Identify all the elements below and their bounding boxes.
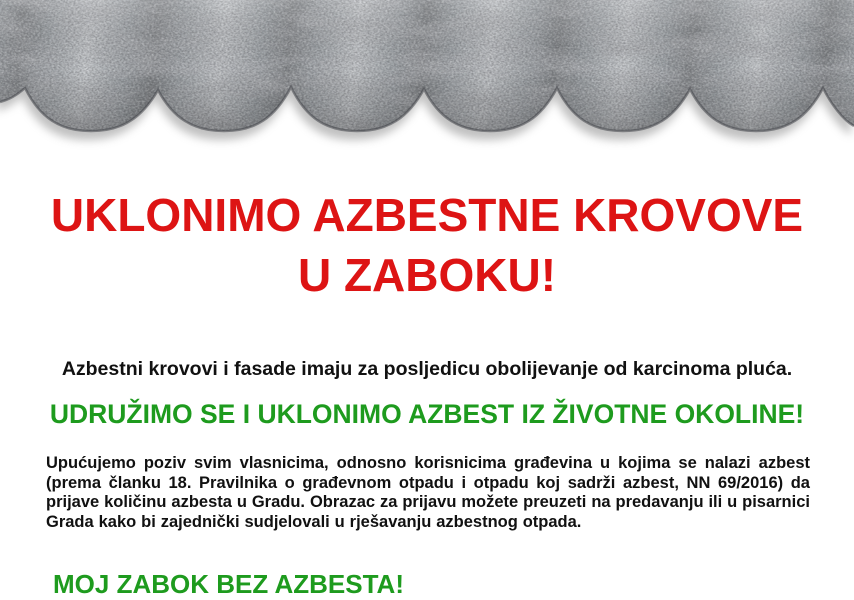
main-heading-line2: U ZABOKU! <box>297 249 557 301</box>
paragraph-line-1: Upućujemo poziv svim vlasnicima, odnosno korisnicima građevina u kojima se nalazi azbest <box>46 454 810 472</box>
main-heading-line1: UKLONIMO AZBESTNE KROVOVE <box>50 189 804 241</box>
paragraph-line-4: Grada kako bi zajednički sudjelovali u rješavanju azbestnog otpada. <box>46 512 582 531</box>
asbestos-sheet-graphic <box>0 0 854 150</box>
slogan: MOJ ZABOK BEZ AZBESTA! <box>53 569 404 599</box>
body-paragraph <box>46 454 810 532</box>
call-to-action: UDRUŽIMO SE I UKLONIMO AZBEST IZ ŽIVOTNE OKOLINE! <box>49 399 805 429</box>
paragraph-line-2: (prema članku 18. Pravilnika o građevnom otpadu i otpadu koj sadrži azbest, NN 69/2016) da <box>46 473 810 492</box>
paragraph-line-3: prijave količinu azbesta u Gradu. Obrazac za prijavu možete preuzeti na predavanju ili u pisarnici <box>46 493 810 511</box>
asbestos-roof-image <box>0 0 854 150</box>
main-heading <box>0 185 854 305</box>
subheading: Azbestni krovovi i fasade imaju za posljedicu obolijevanje od karcinoma pluća. <box>61 358 793 380</box>
